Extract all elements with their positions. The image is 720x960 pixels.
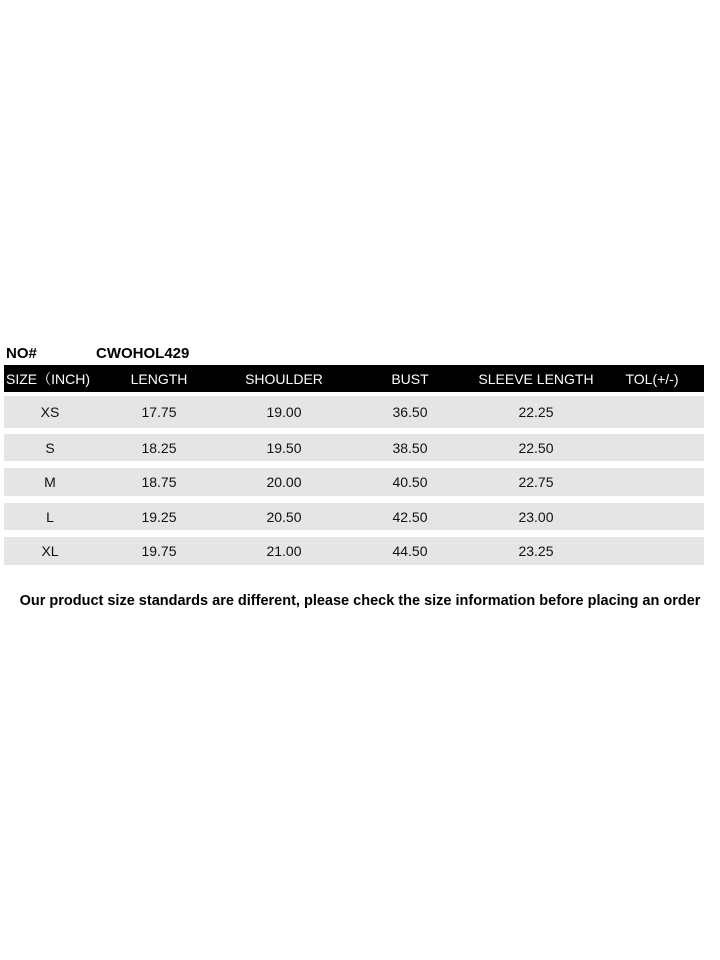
cell-size: L — [46, 508, 54, 525]
cell-tolerance — [614, 434, 690, 461]
header-tolerance: TOL(+/-) — [625, 370, 679, 387]
header-shoulder: SHOULDER — [245, 370, 323, 387]
cell-size: XL — [41, 543, 59, 559]
cell-tolerance — [614, 468, 690, 496]
header-sleeve-length: SLEEVE LENGTH — [478, 370, 594, 387]
cell-length: 18.75 — [141, 474, 177, 490]
cell-shoulder: 20.00 — [266, 474, 302, 490]
cell-length: 18.25 — [141, 439, 177, 456]
table-row — [4, 434, 704, 461]
cell-size: XS — [40, 404, 60, 420]
cell-bust: 42.50 — [392, 508, 428, 525]
cell-shoulder: 19.00 — [266, 404, 302, 420]
cell-shoulder: 21.00 — [266, 543, 302, 559]
cell-sleeve-length: 23.25 — [518, 543, 554, 559]
header-size: SIZE（INCH) — [6, 370, 90, 387]
size-disclaimer-note: Our product size standards are different, please check the size information before placing an order — [19, 593, 701, 609]
cell-tolerance — [614, 396, 690, 428]
cell-sleeve-length: 22.25 — [518, 404, 554, 420]
cell-tolerance — [614, 503, 690, 530]
header-bust: BUST — [391, 370, 429, 387]
cell-tolerance — [614, 537, 690, 565]
cell-size: S — [45, 439, 55, 456]
cell-length: 19.25 — [141, 508, 177, 525]
table-row — [4, 468, 704, 496]
cell-length: 19.75 — [141, 543, 177, 559]
size-table-header — [4, 365, 704, 392]
cell-shoulder: 19.50 — [266, 439, 302, 456]
cell-bust: 40.50 — [392, 474, 428, 490]
header-length: LENGTH — [130, 370, 188, 387]
cell-length: 17.75 — [141, 404, 177, 420]
cell-sleeve-length: 23.00 — [518, 508, 554, 525]
cell-bust: 44.50 — [392, 543, 428, 559]
cell-sleeve-length: 22.75 — [518, 474, 554, 490]
cell-size: M — [44, 474, 56, 490]
table-row — [4, 503, 704, 530]
cell-shoulder: 20.50 — [266, 508, 302, 525]
table-row — [4, 396, 704, 428]
product-number-label: NO# — [6, 345, 37, 362]
cell-bust: 36.50 — [392, 404, 428, 420]
cell-sleeve-length: 22.50 — [518, 439, 554, 456]
table-row — [4, 537, 704, 565]
product-number-value: CWOHOL429 — [96, 345, 190, 362]
cell-bust: 38.50 — [392, 439, 428, 456]
